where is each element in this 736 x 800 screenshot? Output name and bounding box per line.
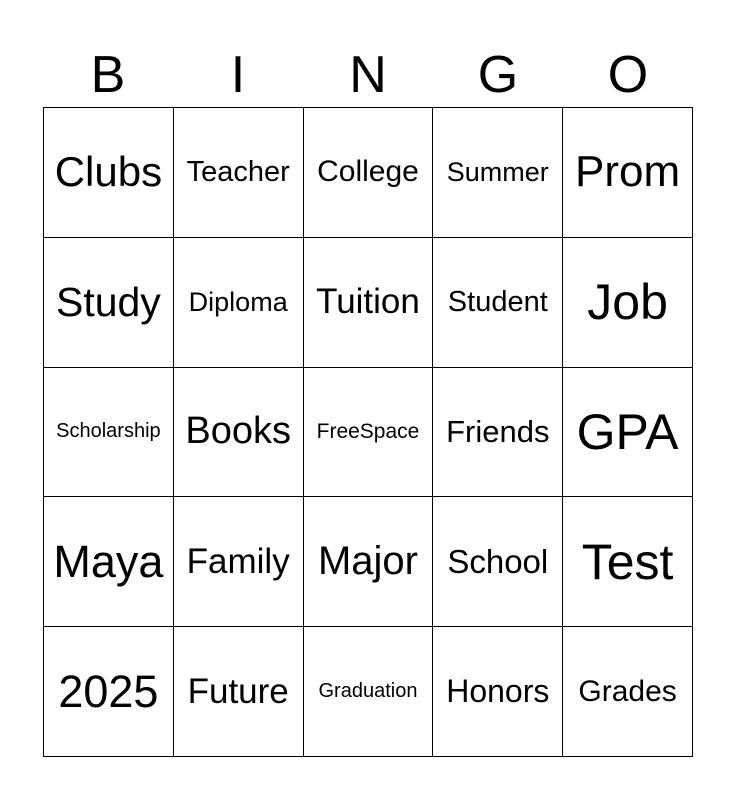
bingo-cell-r2c3[interactable]: Tuition xyxy=(304,238,434,368)
bingo-cell-r1c4[interactable]: Summer xyxy=(433,108,563,238)
bingo-cell-r2c1[interactable]: Study xyxy=(44,238,174,368)
header-letter-o: O xyxy=(607,46,649,104)
bingo-cell-r1c3[interactable]: College xyxy=(304,108,434,238)
bingo-cell-r3c1[interactable]: Scholarship xyxy=(44,368,174,498)
bingo-cell-r2c4[interactable]: Student xyxy=(433,238,563,368)
bingo-cell-r2c2[interactable]: Diploma xyxy=(174,238,304,368)
bingo-cell-r1c5[interactable]: Prom xyxy=(563,108,693,238)
bingo-cell-r4c2[interactable]: Family xyxy=(174,497,304,627)
header-letter-b: B xyxy=(90,46,126,104)
bingo-cell-r5c2[interactable]: Future xyxy=(174,627,304,757)
bingo-cell-r4c4[interactable]: School xyxy=(433,497,563,627)
bingo-cell-r3c4[interactable]: Friends xyxy=(433,368,563,498)
bingo-cell-r4c3[interactable]: Major xyxy=(304,497,434,627)
bingo-cell-r4c5[interactable]: Test xyxy=(563,497,693,627)
bingo-cell-r3c3[interactable]: FreeSpace xyxy=(304,368,434,498)
bingo-cell-r5c5[interactable]: Grades xyxy=(563,627,693,757)
bingo-cell-r1c1[interactable]: Clubs xyxy=(44,108,174,238)
bingo-cell-r2c5[interactable]: Job xyxy=(563,238,693,368)
bingo-cell-r1c2[interactable]: Teacher xyxy=(174,108,304,238)
header-letter-n: N xyxy=(349,46,387,104)
bingo-cell-r5c4[interactable]: Honors xyxy=(433,627,563,757)
bingo-cell-r3c2[interactable]: Books xyxy=(174,368,304,498)
bingo-header xyxy=(43,40,693,110)
bingo-cell-r5c3[interactable]: Graduation xyxy=(304,627,434,757)
bingo-grid xyxy=(43,107,693,757)
bingo-cell-r4c1[interactable]: Maya xyxy=(44,497,174,627)
bingo-cell-r3c5[interactable]: GPA xyxy=(563,368,693,498)
bingo-cell-r5c1[interactable]: 2025 xyxy=(44,627,174,757)
header-letter-g: G xyxy=(477,46,519,104)
header-letter-i: I xyxy=(230,46,246,104)
